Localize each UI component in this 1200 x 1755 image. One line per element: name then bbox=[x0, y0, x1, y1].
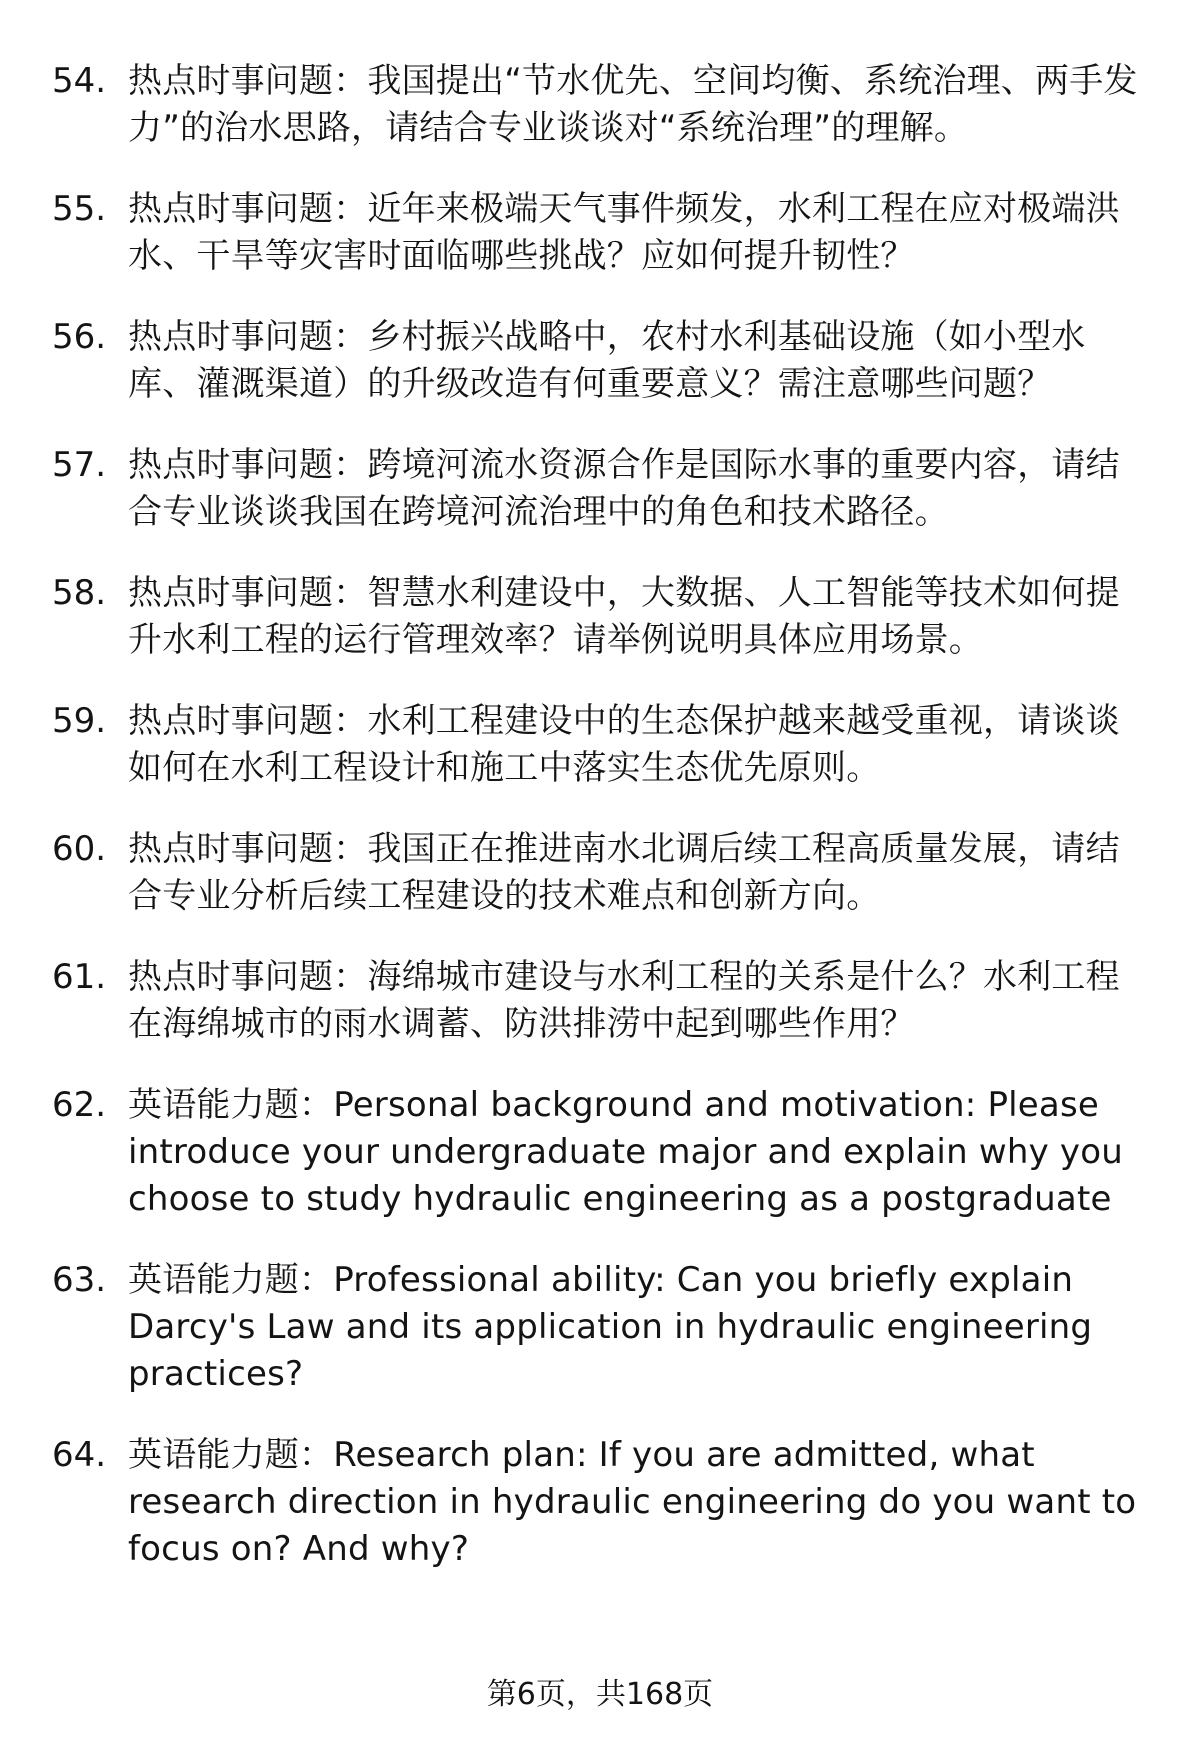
question-item-63 bbox=[52, 1257, 1152, 1398]
question-number: 56. bbox=[52, 317, 107, 357]
question-text: 热点时事问题：智慧水利建设中，大数据、人工智能等技术如何提升水利工程的运行管理效率？请举例说明具体应用场景。 bbox=[128, 573, 1120, 660]
page-footer: 第6页，共168页 bbox=[486, 1677, 714, 1712]
question-number: 59. bbox=[52, 701, 107, 741]
question-number: 61. bbox=[52, 957, 107, 997]
question-item-58 bbox=[52, 570, 1152, 664]
question-number: 63. bbox=[52, 1260, 107, 1300]
question-item-55 bbox=[52, 186, 1152, 280]
question-number: 62. bbox=[52, 1085, 107, 1125]
question-text: 热点时事问题：跨境河流水资源合作是国际水事的重要内容，请结合专业谈谈我国在跨境河流治理中的角色和技术路径。 bbox=[128, 445, 1120, 532]
question-number: 60. bbox=[52, 829, 107, 869]
question-item-64 bbox=[52, 1432, 1152, 1573]
question-number: 64. bbox=[52, 1435, 107, 1475]
question-text: 英语能力题：Personal background and motivation: Please introduce your undergraduate major and explain why you choose to study hydraulic engineering as a postgraduate bbox=[128, 1085, 1123, 1219]
question-item-57 bbox=[52, 442, 1152, 536]
question-item-62 bbox=[52, 1082, 1152, 1223]
question-item-60 bbox=[52, 826, 1152, 920]
question-number: 55. bbox=[52, 189, 107, 229]
question-text: 热点时事问题：我国提出“节水优先、空间均衡、系统治理、两手发力”的治水思路，请结合专业谈谈对“系统治理”的理解。 bbox=[128, 61, 1138, 148]
question-number: 57. bbox=[52, 445, 107, 485]
question-text: 英语能力题：Professional ability: Can you briefly explain Darcy's Law and its application in hydraulic engineering practices? bbox=[128, 1260, 1093, 1394]
question-text: 英语能力题：Research plan: If you are admitted, what research direction in hydraulic engineering do you want to focus on? And why? bbox=[128, 1435, 1137, 1569]
question-list bbox=[52, 58, 1152, 1607]
question-text: 热点时事问题：海绵城市建设与水利工程的关系是什么？水利工程在海绵城市的雨水调蓄、防洪排涝中起到哪些作用？ bbox=[128, 957, 1120, 1044]
question-item-54 bbox=[52, 58, 1152, 152]
question-text: 热点时事问题：我国正在推进南水北调后续工程高质量发展，请结合专业分析后续工程建设的技术难点和创新方向。 bbox=[128, 829, 1120, 916]
question-item-56 bbox=[52, 314, 1152, 408]
question-text: 热点时事问题：乡村振兴战略中，农村水利基础设施（如小型水库、灌溉渠道）的升级改造有何重要意义？需注意哪些问题？ bbox=[128, 317, 1086, 404]
question-number: 54. bbox=[52, 61, 107, 101]
question-number: 58. bbox=[52, 573, 107, 613]
question-text: 热点时事问题：近年来极端天气事件频发，水利工程在应对极端洪水、干旱等灾害时面临哪些挑战？应如何提升韧性？ bbox=[128, 189, 1120, 276]
question-item-61 bbox=[52, 954, 1152, 1048]
question-item-59 bbox=[52, 698, 1152, 792]
question-text: 热点时事问题：水利工程建设中的生态保护越来越受重视，请谈谈如何在水利工程设计和施工中落实生态优先原则。 bbox=[128, 701, 1120, 788]
